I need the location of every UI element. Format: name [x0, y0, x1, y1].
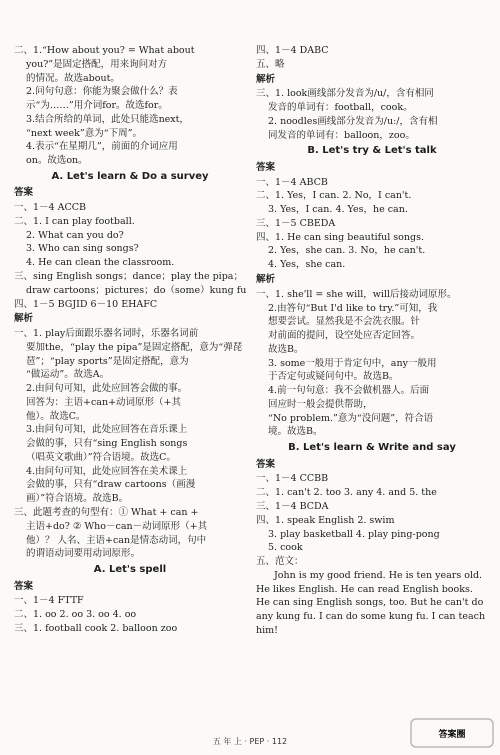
- text-line: 故选B。: [268, 343, 304, 355]
- text-line: “做运动”。故选A。: [26, 369, 110, 381]
- section-title-lets-learn: A. Let's learn & Do a survey: [51, 170, 209, 182]
- text-line: 四、1. He can sing beautiful songs.: [256, 231, 424, 243]
- text-line: 四、1－5 BGJID 6－10 EHAFC: [14, 298, 158, 310]
- model-essay: [256, 569, 488, 638]
- text-line: 2.由问句可知，此处应回答会做的事。: [26, 383, 188, 395]
- text-line: you?”是固定搭配，用来询问对方: [26, 58, 168, 70]
- text-line: （唱英文歌曲）”符合语境。故选C。: [26, 451, 176, 463]
- text-line: 2. noodles画线部分发音为/uː/，含有相: [268, 115, 438, 127]
- text-line: “No problem.”意为“没问题”，符合语: [268, 412, 434, 424]
- text-line: 4.前一句句意：我不会做机器人。后面: [268, 385, 430, 397]
- text-line: 4. Yes，she can.: [268, 259, 346, 271]
- text-line: 想要尝试。显然我是不会洗衣服。针: [268, 316, 421, 328]
- text-line: 三、1－5 CBEDA: [256, 217, 336, 229]
- explanation-label: 解析: [14, 313, 34, 325]
- text-line: 琶”；“play sports”是固定搭配，意为: [26, 355, 189, 367]
- text-line: 二、1. oo 2. oo 3. oo 4. oo: [14, 609, 137, 621]
- section-title-lets-talk: B. Let's try & Let's talk: [307, 145, 437, 157]
- lets-learn-explanations: [14, 327, 246, 561]
- text-line: 要加the，“play the pipa”是固定搭配，意为“弹琵: [26, 341, 243, 353]
- lets-spell-answers-continued: [256, 44, 488, 72]
- text-line: 3. play basketball 4. play ping-pong: [268, 528, 440, 540]
- text-line: 3.结合所给的单词，此处只能选next，: [26, 113, 189, 125]
- text-line: 2.问句句意：你能为聚会做什么？表: [26, 86, 178, 98]
- text-line: 主语+do? ② Who－can－动词原形（+其: [26, 520, 208, 532]
- lets-talk-answers: [256, 176, 488, 272]
- text-line: 4. He can clean the classroom.: [26, 257, 175, 269]
- text-line: 五、范文：: [256, 556, 304, 568]
- text-line: 4.由问句可知，此处应回答在美术课上: [26, 465, 188, 477]
- lets-learn-answers: [14, 201, 246, 311]
- text-line: 五、略: [256, 58, 285, 70]
- text-line: 2.由答句“But I'd like to try.”可知，我: [268, 302, 438, 314]
- page-footer: 五 年 上 · PEP · 112: [212, 737, 288, 746]
- text-line: 一、1－4 FTTF: [14, 595, 84, 607]
- text-line: 示“为……”用介词for。故选for。: [26, 100, 168, 112]
- text-line: 回应时一般会提供帮助，: [268, 398, 373, 410]
- text-line: 画）”符合语境。故选B。: [26, 493, 129, 505]
- text-line: 发音的单词有：football，cook。: [268, 102, 413, 114]
- text-line: 4.表示“在星期几”，前面的介词应用: [26, 141, 178, 153]
- text-line: 三、1－4 BCDA: [256, 500, 329, 512]
- explanation-label: 解析: [256, 273, 276, 285]
- section-title-write-and-say: B. Let's learn & Write and say: [288, 442, 456, 454]
- watermark-logo: [410, 716, 494, 750]
- model-essay-text: John is my good friend. He is ten years old. He likes English. He can read English books. He can sing English songs, too. But he can't do any kung fu. I can do some kung fu. I can teach him!: [256, 569, 486, 636]
- text-line: 一、1. she'll = she will，will后接动词原形。: [256, 288, 457, 300]
- text-line: 同发音的单词有：balloon，zoo。: [268, 129, 415, 141]
- text-line: 会做的事，只有“draw cartoons（画漫: [26, 479, 196, 491]
- text-line: 一、1－4 ACCB: [14, 202, 86, 214]
- text-line: 三、1. look画线部分发音为/u/，含有相同: [256, 88, 434, 100]
- text-line: 3. Yes，I can. 4. Yes，he can.: [268, 204, 408, 216]
- text-line: 于否定句或疑问句中。故选B。: [268, 371, 399, 383]
- text-line: 三、1. football cook 2. balloon zoo: [14, 622, 178, 634]
- text-line: 他）？ 人名、主语+can是情态动词，句中: [26, 534, 207, 546]
- answer-label: 答案: [256, 458, 276, 470]
- unit-review-explanations: [14, 44, 246, 168]
- text-line: 二、1. Yes，I can. 2. No，I can't.: [256, 190, 412, 202]
- write-and-say-answers: [256, 472, 488, 568]
- lets-spell-answers: [14, 594, 246, 635]
- text-line: 一、1. play后面跟乐器名词时，乐器名词前: [14, 328, 199, 340]
- text-line: 四、1. speak English 2. swim: [256, 514, 395, 526]
- text-line: 2. What can you do?: [26, 229, 124, 241]
- lets-spell-explanations: [256, 87, 488, 142]
- text-line: 3.由问句可知，此处应回答在音乐课上: [26, 424, 188, 436]
- answer-label: 答案: [14, 187, 34, 199]
- text-line: 5. cook: [268, 542, 303, 554]
- text-line: 三、此题考查的句型有：① What + can +: [14, 507, 199, 518]
- watermark-text: 答案圈: [438, 730, 466, 740]
- text-line: 对前面的提问，设空处应否定回答。: [268, 330, 421, 342]
- text-line: 会做的事，只有“sing English songs: [26, 438, 188, 450]
- text-line: 3. some一般用于肯定句中，any一般用: [268, 357, 437, 369]
- text-line: 境。故选B。: [268, 426, 323, 438]
- text-line: 他）。故选C。: [26, 410, 86, 422]
- lets-talk-explanations: [256, 288, 488, 439]
- text-line: 三、sing English songs；dance；play the pipa；: [14, 270, 243, 282]
- text-line: 一、1－4 ABCB: [256, 176, 328, 188]
- text-line: 二、1. I can play football.: [14, 215, 135, 227]
- text-line: 二、1.“How about you? = What about: [14, 45, 195, 56]
- right-column: [256, 44, 488, 638]
- left-column: [14, 44, 246, 636]
- text-line: 2. Yes，she can. 3. No，he can't.: [268, 245, 426, 257]
- text-line: 一、1－4 CCBB: [256, 473, 329, 485]
- explanation-label: 解析: [256, 73, 276, 85]
- text-line: 回答为：主语+can+动词原形（+其: [26, 396, 181, 408]
- text-line: “next week”意为“下周”。: [26, 127, 142, 139]
- text-line: 3. Who can sing songs?: [26, 243, 139, 255]
- text-line: draw cartoons；pictures；do（some）kung fu: [26, 284, 246, 296]
- text-line: 的谓语动词要用动词原形。: [26, 548, 141, 560]
- answer-label: 答案: [14, 580, 34, 592]
- text-line: 的情况。故选about。: [26, 72, 120, 84]
- text-line: on。故选on。: [26, 155, 88, 167]
- text-line: 二、1. can't 2. too 3. any 4. and 5. the: [256, 487, 437, 499]
- answer-label: 答案: [256, 161, 276, 173]
- section-title-lets-spell: A. Let's spell: [93, 564, 167, 576]
- text-line: 四、1－4 DABC: [256, 45, 329, 56]
